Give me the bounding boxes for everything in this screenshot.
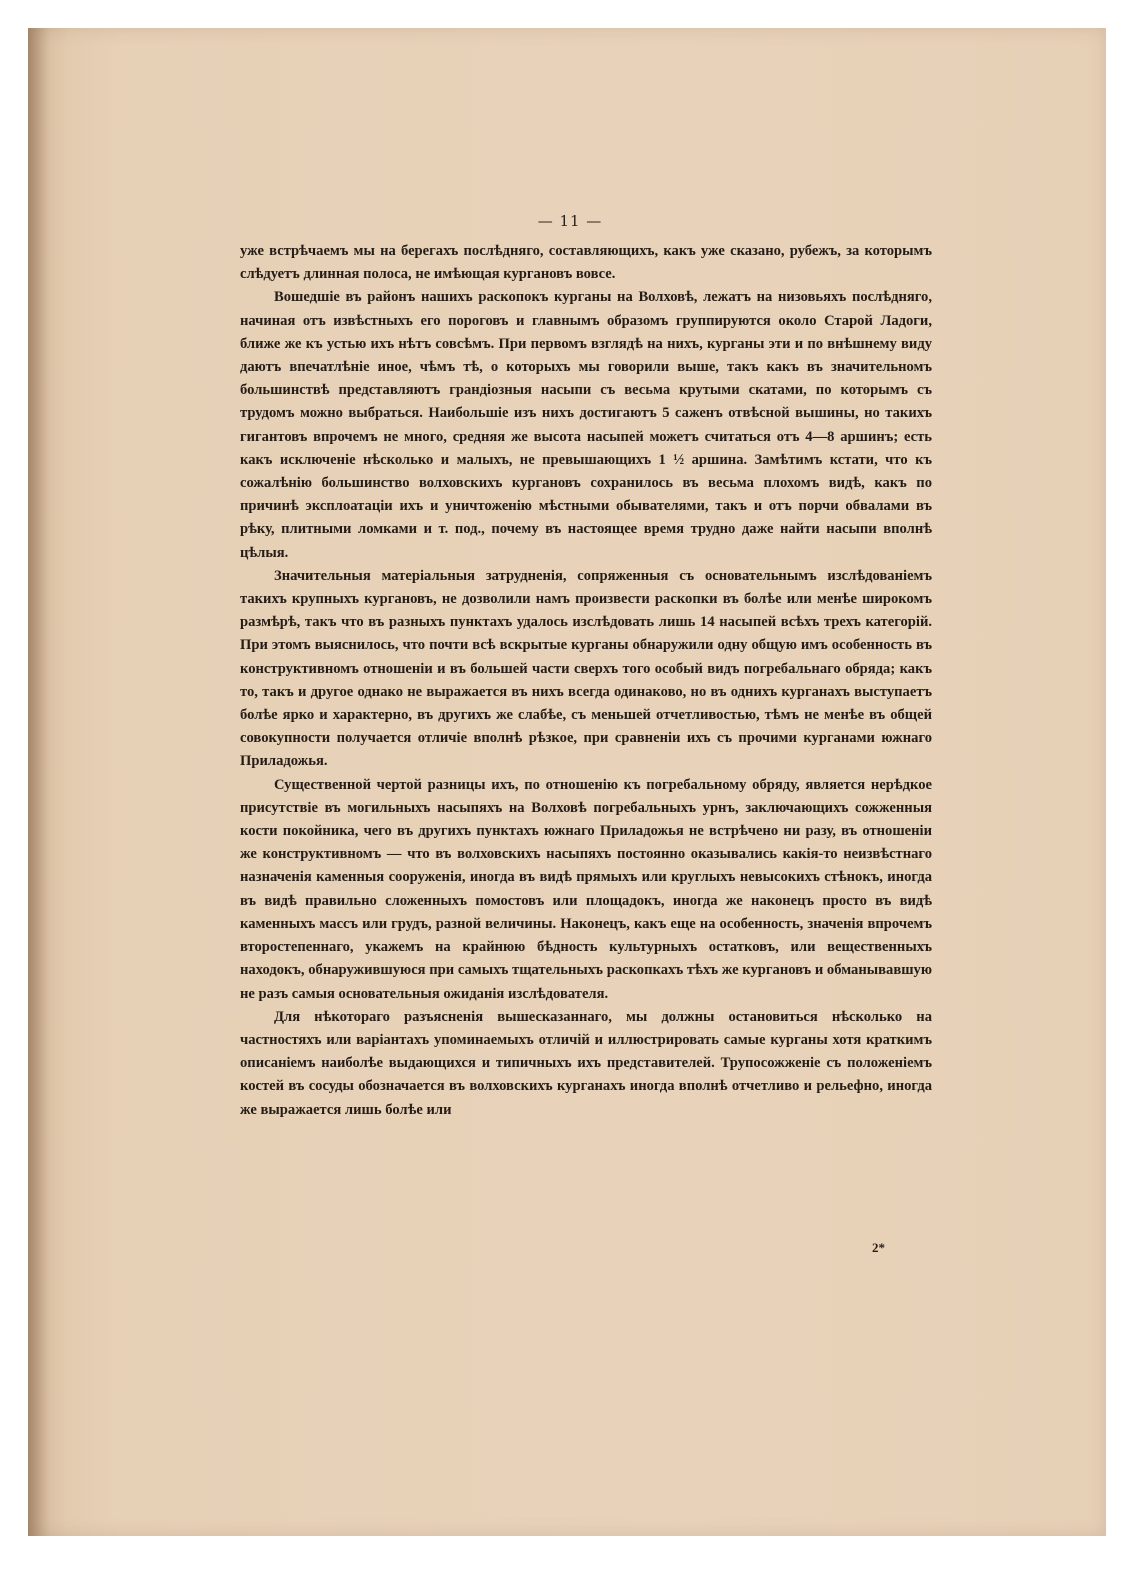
paragraph: Существенной чертой разницы ихъ, по отношенію къ погребальному обряду, является нерѣдкое присутствіе въ могильныхъ насыпяхъ на Волховѣ погребальныхъ урнъ, заключающихъ сожженныя кости покойника, чего въ другихъ пунктахъ южнаго Приладожья не встрѣчено ни разу, въ отношеніи же конструктивномъ — что въ волховскихъ насыпяхъ постоянно оказывались какія-то неизвѣстнаго назначенія каменныя сооруженія, иногда въ видѣ прямыхъ или круглыхъ невысокихъ стѣнокъ, иногда въ видѣ правильно сложенныхъ помостовъ или площадокъ, иногда же наконецъ просто въ видѣ каменныхъ массъ или грудъ, разной величины. Наконецъ, какъ еще на особенность, значенія впрочемъ второстепеннаго, укажемъ на крайнюю бѣдность культурныхъ остатковъ, или вещественныхъ находокъ, обнаружившуюся при самыхъ тщательныхъ раскопкахъ тѣхъ же кургановъ и обманывавшую не разъ самыя основательныя ожиданія изслѣдователя. [240, 776, 932, 1002]
signature-mark: 2* [872, 1240, 885, 1255]
page-number: — 11 — [537, 212, 603, 230]
paragraph: Для нѣкотораго разъясненія вышесказаннаго, мы должны остановиться нѣсколько на частностяхъ или варіантахъ упоминаемыхъ отличій и иллюстрировать самые курганы хотя краткимъ описаніемъ наиболѣе выдающихся и типичныхъ ихъ представителей. Трупосожженіе съ положеніемъ костей въ сосуды обозначается въ волховскихъ курганахъ иногда вполнѣ отчетливо и рельефно, иногда же выражается лишь болѣе или [240, 1008, 932, 1118]
spine-shadow [28, 28, 50, 1536]
paragraph: уже встрѣчаемъ мы на берегахъ послѣдняго, составляющихъ, какъ уже сказано, рубежъ, за которымъ слѣдуетъ длинная полоса, не имѣющая кургановъ вовсе. [240, 243, 932, 283]
paragraph: Значительныя матеріальныя затрудненія, сопряженныя съ основательнымъ изслѣдованіемъ такихъ крупныхъ кургановъ, не дозволили намъ произвести раскопки въ болѣе или менѣе широкомъ размѣрѣ, такъ что въ разныхъ пунктахъ удалось изслѣдовать лишь 14 насыпей всѣхъ трехъ категорій. При этомъ выяснилось, что почти всѣ вскрытые курганы обнаружили одну общую имъ особенность въ конструктивномъ отношеніи и въ большей части сверхъ того особый видъ погребальнаго обряда; какъ то, такъ и другое однако не выражается въ нихъ всегда одинаково, но въ однихъ курганахъ выступаетъ болѣе ярко и характерно, въ другихъ же слабѣе, съ меньшей отчетливостью, тѣмъ не менѣе въ общей совокупности получается отличіе вполнѣ рѣзкое, при сравненіи ихъ съ прочими курганами южнаго Приладожья. [240, 567, 932, 770]
paragraph: Вошедшіе въ районъ нашихъ раскопокъ курганы на Волховѣ, лежатъ на низовьяхъ послѣдняго, начиная отъ извѣстныхъ его пороговъ и главнымъ образомъ группируются около Старой Ладоги, ближе же къ устью ихъ нѣтъ совсѣмъ. При первомъ взглядѣ на нихъ, курганы эти и по внѣшнему виду даютъ впечатлѣніе иное, чѣмъ тѣ, о которыхъ мы говорили выше, такъ какъ въ значительномъ большинствѣ представляютъ грандіозныя насыпи съ весьма крутыми скатами, по которымъ съ трудомъ можно выбраться. Наибольшіе изъ нихъ достигаютъ 5 саженъ отвѣсной вышины, но такихъ гигантовъ впрочемъ не много, средняя же высота насыпей можетъ считаться отъ 4—8 аршинъ; есть какъ исключеніе нѣсколько и малыхъ, не превышающихъ 1 ½ аршина. Замѣтимъ кстати, что къ сожалѣнію большинство волховскихъ кургановъ сохранилось въ весьма плохомъ видѣ, какъ по причинѣ эксплоатаціи ихъ и уничтоженію мѣстными обывателями, такъ и отъ порчи обвалами въ рѣку, плитными ломками и т. под., почему въ настоящее время трудно даже найти насыпи вполнѣ цѣлыя. [240, 289, 932, 561]
body-text [240, 240, 932, 1122]
